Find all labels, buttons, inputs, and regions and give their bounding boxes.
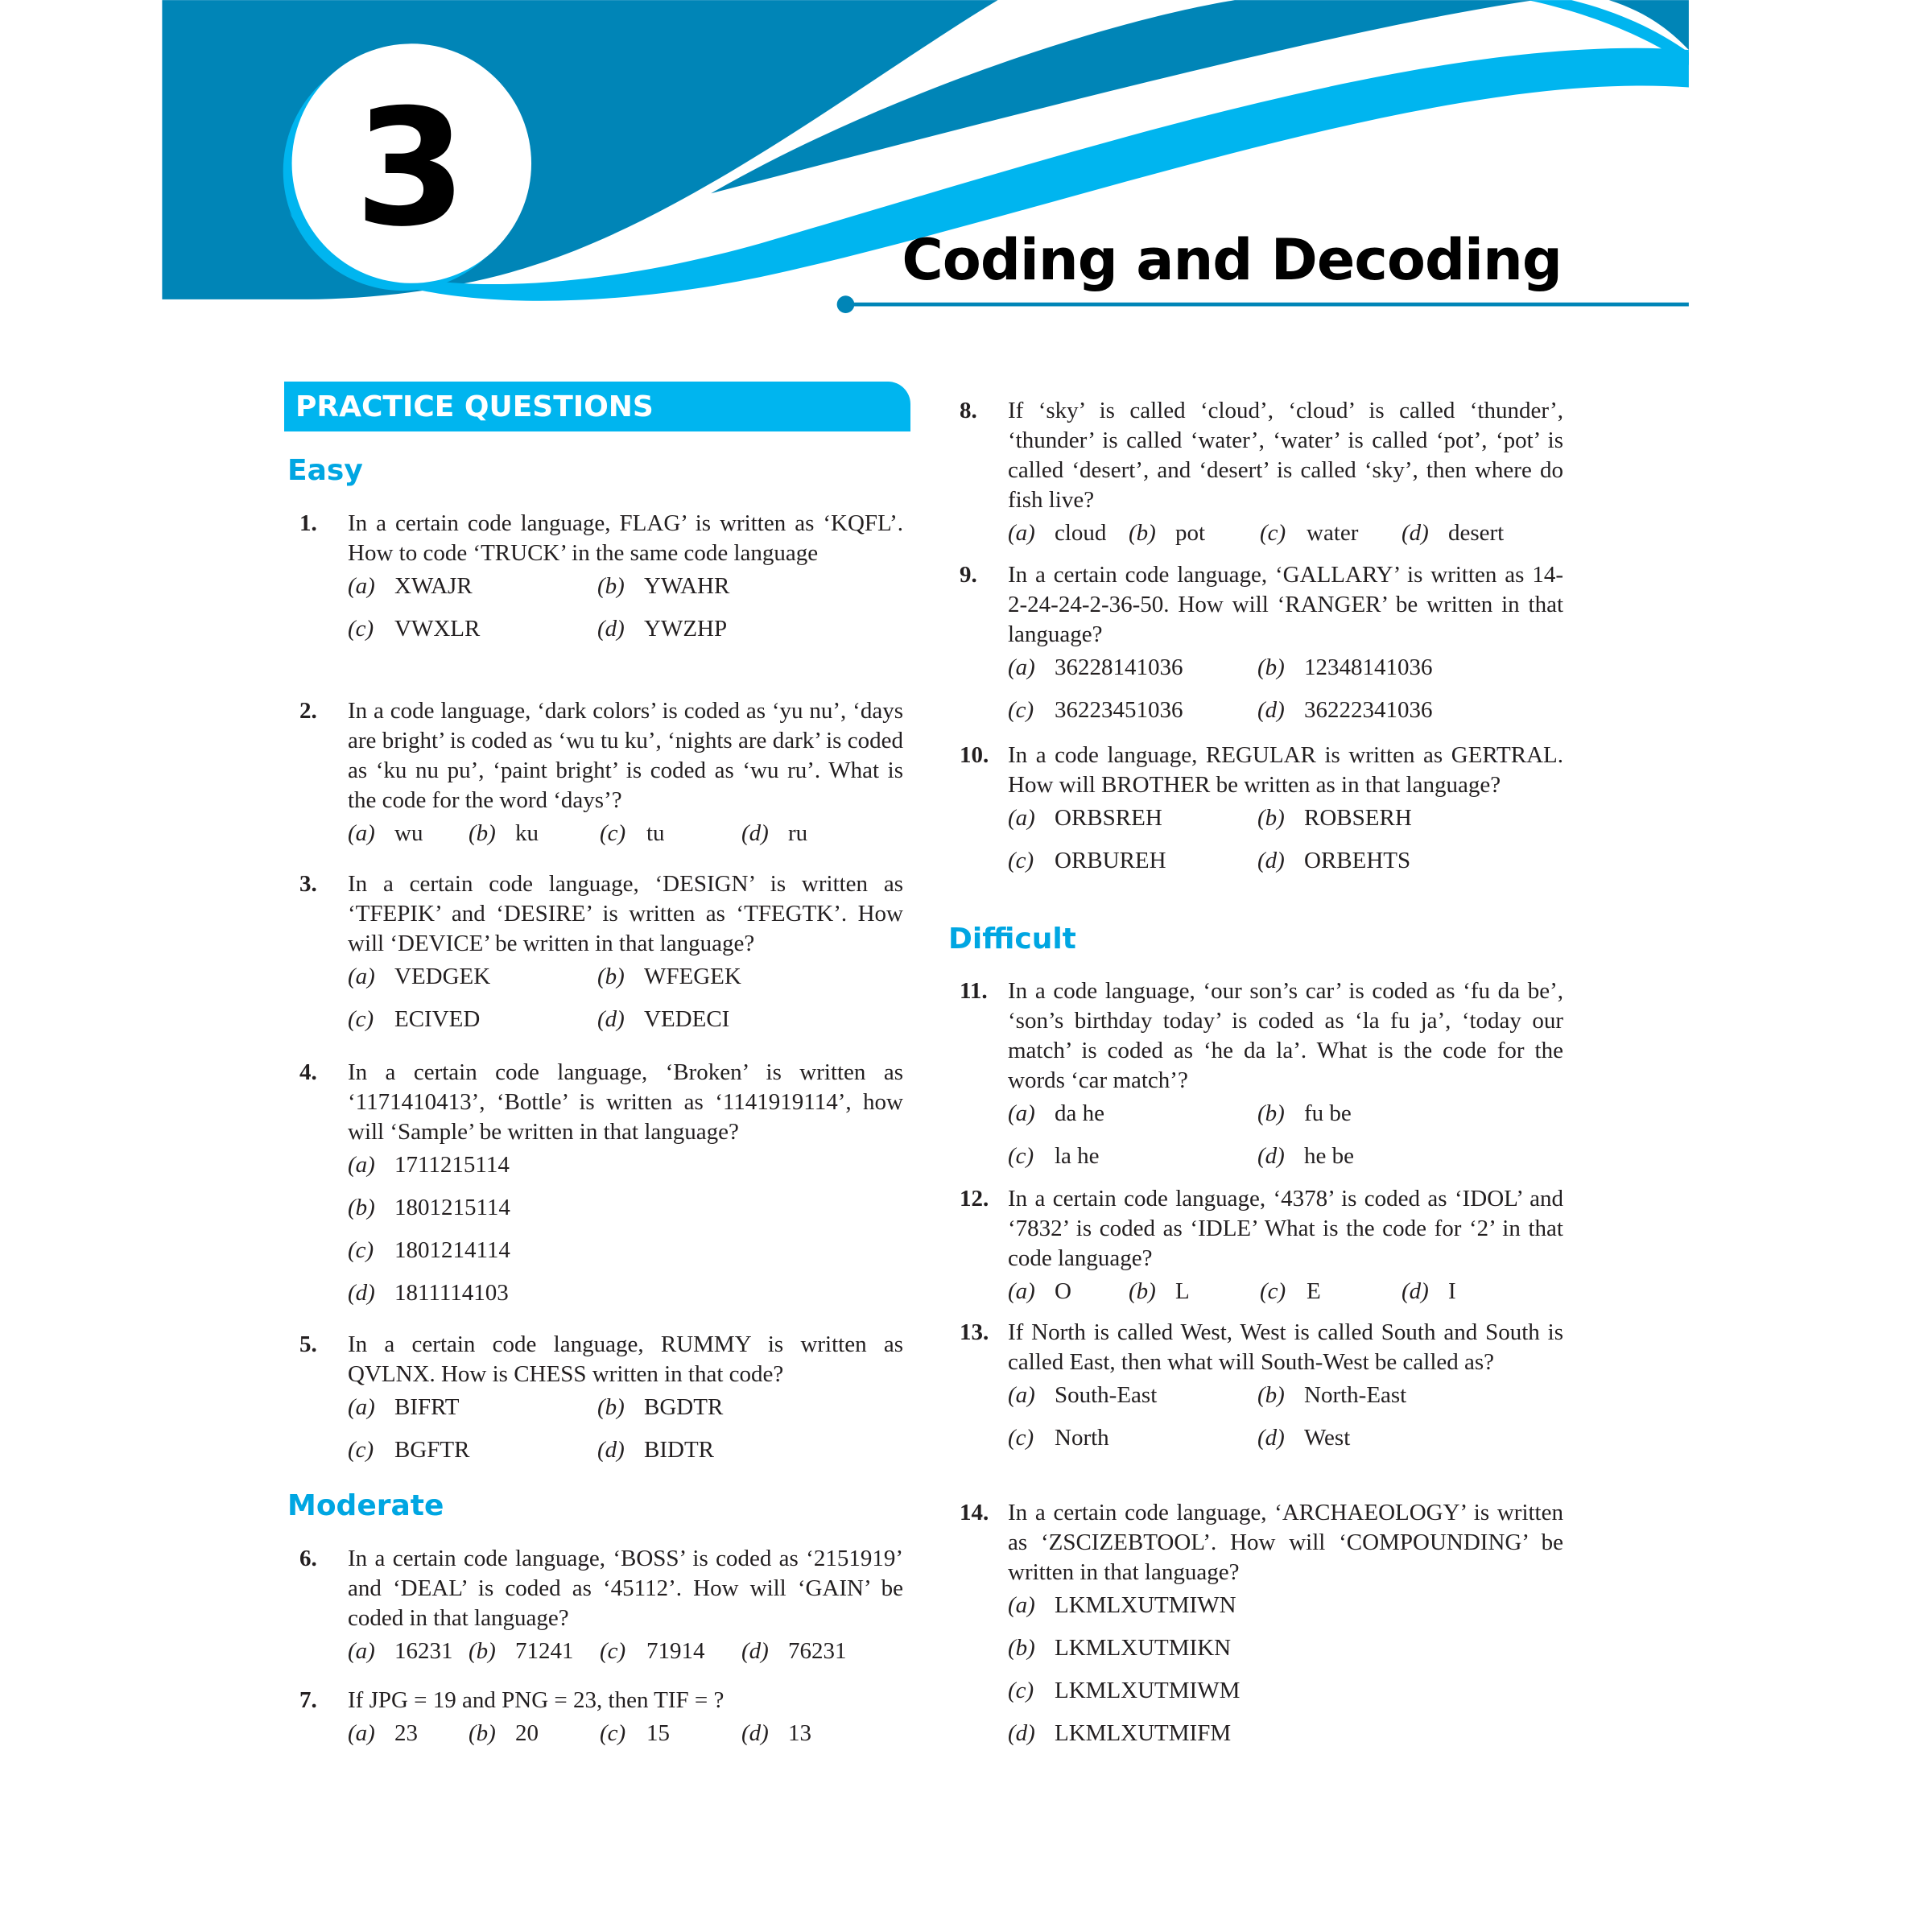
- option-label: (c): [600, 1638, 626, 1664]
- option-label: (d): [741, 1720, 769, 1746]
- option-value: fu be: [1304, 1100, 1352, 1126]
- option-value: ROBSERH: [1304, 805, 1412, 831]
- option-a[interactable]: [1008, 1381, 1257, 1410]
- option-a[interactable]: [1008, 653, 1257, 683]
- options: [348, 1150, 903, 1308]
- option-value: West: [1304, 1425, 1351, 1451]
- option-b[interactable]: [1129, 518, 1260, 548]
- option-label: (b): [597, 573, 625, 599]
- option-c[interactable]: [348, 614, 597, 644]
- option-label: (b): [1257, 654, 1285, 680]
- option-label: (b): [1257, 805, 1285, 831]
- option-value: tu: [646, 820, 665, 846]
- question-3: [299, 869, 927, 1034]
- option-value: XWAJR: [394, 573, 473, 599]
- option-value: L: [1175, 1278, 1190, 1304]
- option-d[interactable]: [1257, 846, 1507, 876]
- option-value: VWXLR: [394, 616, 481, 642]
- option-c[interactable]: [1260, 1277, 1402, 1307]
- question-number: 5.: [299, 1331, 317, 1357]
- option-label: (d): [1257, 848, 1285, 873]
- option-value: BIDTR: [644, 1437, 714, 1463]
- option-c[interactable]: [600, 1719, 741, 1748]
- option-value: YWZHP: [644, 616, 728, 642]
- question-number: 8.: [960, 398, 977, 423]
- options: [1008, 653, 1563, 725]
- option-value: BGFTR: [394, 1437, 470, 1463]
- option-label: (a): [1008, 1100, 1035, 1126]
- option-label: (c): [1260, 520, 1286, 546]
- option-value: E: [1307, 1278, 1321, 1304]
- question-number: 11.: [960, 978, 988, 1004]
- question-text: In a certain code language, ‘GALLARY’ is written as 14-2-24-24-2-36-50. How will ‘RANGER’ be written in that language?: [1008, 562, 1563, 647]
- option-value: ECIVED: [394, 1006, 481, 1032]
- question-text: In a code language, REGULAR is written as GERTRAL. How will BROTHER be written as in that language?: [1008, 742, 1563, 798]
- option-d[interactable]: [1257, 696, 1507, 725]
- option-d[interactable]: [741, 1637, 886, 1666]
- option-value: 23: [394, 1720, 418, 1746]
- options: [348, 1393, 903, 1465]
- option-a[interactable]: [348, 1393, 597, 1422]
- option-label: (d): [1402, 1278, 1429, 1304]
- option-label: (a): [348, 820, 375, 846]
- question-number: 13.: [960, 1319, 989, 1345]
- option-label: (d): [597, 616, 625, 642]
- option-label: (a): [348, 964, 375, 989]
- option-value: LKMLXUTMIFM: [1055, 1720, 1232, 1746]
- question-1: [299, 509, 927, 644]
- question-number: 9.: [960, 562, 977, 588]
- option-d[interactable]: [1008, 1719, 1563, 1748]
- question-number: 4.: [299, 1059, 317, 1085]
- question-12: [960, 1184, 1587, 1307]
- option-value: North-East: [1304, 1382, 1407, 1408]
- option-b[interactable]: [348, 1193, 903, 1223]
- option-label: (c): [1008, 1678, 1034, 1703]
- options: [1008, 803, 1563, 876]
- option-value: O: [1055, 1278, 1071, 1304]
- option-a[interactable]: [1008, 1591, 1563, 1620]
- option-value: 12348141036: [1304, 654, 1433, 680]
- question-text: If JPG = 19 and PNG = 23, then TIF = ?: [348, 1687, 724, 1713]
- option-c[interactable]: [1008, 846, 1257, 876]
- option-value: da he: [1055, 1100, 1104, 1126]
- option-label: (c): [1260, 1278, 1286, 1304]
- question-text: In a certain code language, ‘BOSS’ is coded as ‘2151919’ and ‘DEAL’ is coded as ‘45112’. How will ‘GAIN’ be coded in that language?: [348, 1546, 903, 1631]
- question-number: 7.: [299, 1687, 317, 1713]
- option-d[interactable]: [348, 1278, 903, 1308]
- question-number: 1.: [299, 510, 317, 536]
- option-a[interactable]: [1008, 1277, 1129, 1307]
- question-10: [960, 741, 1587, 876]
- option-value: 36228141036: [1055, 654, 1183, 680]
- option-label: (b): [1257, 1100, 1285, 1126]
- chapter-number: 3: [354, 75, 467, 262]
- question-number: 12.: [960, 1186, 989, 1212]
- option-value: ru: [788, 820, 808, 846]
- question-text: In a certain code language, FLAG’ is written as ‘KQFL’. How to code ‘TRUCK’ in the same code language: [348, 510, 903, 566]
- question-text: If North is called West, West is called South and South is called East, then what will South-West be called as?: [1008, 1319, 1563, 1375]
- options: [348, 819, 903, 848]
- option-value: la he: [1055, 1143, 1100, 1169]
- option-label: (a): [1008, 1592, 1035, 1618]
- option-c[interactable]: [348, 1005, 597, 1034]
- option-label: (a): [348, 573, 375, 599]
- option-label: (c): [348, 616, 374, 642]
- question-number: 6.: [299, 1546, 317, 1571]
- option-c[interactable]: [1008, 1423, 1257, 1453]
- option-value: ORBSREH: [1055, 805, 1162, 831]
- option-value: South-East: [1055, 1382, 1158, 1408]
- options: [1008, 1277, 1563, 1307]
- option-c[interactable]: [348, 1236, 903, 1265]
- option-value: 16231: [394, 1638, 453, 1664]
- option-value: 71914: [646, 1638, 705, 1664]
- option-value: WFEGEK: [644, 964, 741, 989]
- question-5: [299, 1330, 927, 1465]
- option-label: (a): [1008, 520, 1035, 546]
- options: [1008, 1381, 1563, 1453]
- option-label: (b): [469, 820, 496, 846]
- option-label: (b): [597, 1394, 625, 1420]
- option-a[interactable]: [348, 962, 597, 992]
- options: [348, 1637, 903, 1666]
- option-value: 36222341036: [1304, 697, 1433, 723]
- option-label: (c): [1008, 848, 1034, 873]
- options: [348, 962, 903, 1034]
- question-text: In a certain code language, ‘DESIGN’ is written as ‘TFEPIK’ and ‘DESIRE’ is written as ‘TFEGTK’. How will ‘DEVICE’ be written in that language?: [348, 871, 903, 956]
- option-label: (c): [1008, 697, 1034, 723]
- option-c[interactable]: [1008, 1141, 1257, 1171]
- option-value: desert: [1448, 520, 1505, 546]
- option-label: (c): [600, 820, 626, 846]
- option-label: (c): [600, 1720, 626, 1746]
- option-value: pot: [1175, 520, 1206, 546]
- option-b[interactable]: [597, 1393, 847, 1422]
- question-2: [299, 696, 927, 848]
- option-value: 13: [788, 1720, 811, 1746]
- option-label: (d): [741, 1638, 769, 1664]
- option-b[interactable]: [1257, 1099, 1507, 1129]
- option-label: (a): [1008, 1278, 1035, 1304]
- question-number: 2.: [299, 698, 317, 724]
- option-label: (c): [348, 1237, 374, 1263]
- option-d[interactable]: [597, 614, 847, 644]
- option-c[interactable]: [348, 1435, 597, 1465]
- option-value: cloud: [1055, 520, 1107, 546]
- option-value: YWAHR: [644, 573, 730, 599]
- section-easy: Easy: [287, 454, 363, 487]
- option-value: ku: [515, 820, 539, 846]
- option-d[interactable]: [1257, 1141, 1507, 1171]
- option-label: (c): [1008, 1143, 1034, 1169]
- option-value: 1811114103: [394, 1280, 509, 1306]
- option-label: (b): [1129, 520, 1156, 546]
- question-text: In a certain code language, ‘4378’ is coded as ‘IDOL’ and ‘7832’ is coded as ‘IDLE’ What is the code for ‘2’ in that code language?: [1008, 1186, 1563, 1271]
- options: [1008, 1099, 1563, 1171]
- option-b[interactable]: [469, 1719, 600, 1748]
- option-a[interactable]: [348, 1719, 469, 1748]
- option-b[interactable]: [597, 572, 847, 601]
- option-label: (a): [348, 1152, 375, 1178]
- question-7: [299, 1686, 927, 1748]
- option-label: (a): [348, 1720, 375, 1746]
- option-label: (d): [1257, 1425, 1285, 1451]
- option-value: 76231: [788, 1638, 847, 1664]
- option-value: 36223451036: [1055, 697, 1183, 723]
- question-8: [960, 396, 1587, 548]
- question-4: [299, 1058, 927, 1308]
- question-text: In a code language, ‘dark colors’ is coded as ‘yu nu’, ‘days are bright’ is coded as ‘wu tu ku’, ‘nights are dark’ is coded as ‘ku nu pu’, ‘paint bright’ is coded as ‘wu ru’. What is the code for the word ‘days’?: [348, 698, 903, 813]
- section-difficult: Difficult: [948, 923, 1076, 956]
- option-label: (a): [348, 1638, 375, 1664]
- section-moderate: Moderate: [287, 1489, 444, 1522]
- option-label: (a): [1008, 1382, 1035, 1408]
- options: [1008, 518, 1563, 548]
- option-value: North: [1055, 1425, 1109, 1451]
- option-value: LKMLXUTMIKN: [1055, 1635, 1232, 1661]
- option-label: (c): [1008, 1425, 1034, 1451]
- question-13: [960, 1318, 1587, 1453]
- option-a[interactable]: [1008, 1099, 1257, 1129]
- option-b[interactable]: [1257, 653, 1507, 683]
- option-label: (b): [1008, 1635, 1035, 1661]
- option-value: 15: [646, 1720, 670, 1746]
- option-value: water: [1307, 520, 1359, 546]
- option-value: ORBEHTS: [1304, 848, 1411, 873]
- option-d[interactable]: [741, 819, 886, 848]
- question-text: In a certain code language, ‘ARCHAEOLOGY’ is written as ‘ZSCIZEBTOOL’. How will ‘COMPOUNDING’ be written in that language?: [1008, 1500, 1563, 1585]
- option-d[interactable]: [1257, 1423, 1507, 1453]
- option-b[interactable]: [597, 962, 847, 992]
- option-value: 1801215114: [394, 1195, 510, 1220]
- option-d[interactable]: [597, 1435, 847, 1465]
- question-number: 14.: [960, 1500, 989, 1525]
- question-9: [960, 560, 1587, 725]
- option-value: BIFRT: [394, 1394, 460, 1420]
- option-label: (c): [348, 1437, 374, 1463]
- option-b[interactable]: [469, 1637, 600, 1666]
- option-label: (d): [1402, 520, 1429, 546]
- option-a[interactable]: [1008, 803, 1257, 833]
- option-label: (d): [597, 1437, 625, 1463]
- option-label: (b): [348, 1195, 375, 1220]
- option-a[interactable]: [1008, 518, 1129, 548]
- option-value: 1711215114: [394, 1152, 510, 1178]
- question-number: 10.: [960, 742, 989, 768]
- option-label: (b): [1257, 1382, 1285, 1408]
- option-d[interactable]: [597, 1005, 847, 1034]
- title-underline-dot: [837, 295, 855, 313]
- chapter-title: Coding and Decoding: [902, 227, 1562, 293]
- option-value: LKMLXUTMIWM: [1055, 1678, 1241, 1703]
- option-label: (d): [1008, 1720, 1035, 1746]
- option-d[interactable]: [1402, 518, 1546, 548]
- option-a[interactable]: [348, 819, 469, 848]
- option-a[interactable]: [348, 1637, 469, 1666]
- option-value: ORBUREH: [1055, 848, 1166, 873]
- option-label: (d): [741, 820, 769, 846]
- question-text: In a certain code language, ‘Broken’ is written as ‘1171410413’, ‘Bottle’ is written as ‘1141919114’, how will ‘Sample’ be written in that language?: [348, 1059, 903, 1145]
- options: [348, 1719, 903, 1748]
- option-label: (b): [469, 1720, 496, 1746]
- option-value: 1801214114: [394, 1237, 510, 1263]
- question-text: If ‘sky’ is called ‘cloud’, ‘cloud’ is called ‘thunder’, ‘thunder’ is called ‘water’, ‘water’ is called ‘pot’, ‘pot’ is called ‘desert’, and ‘desert’ is called ‘sky’, then where do fish live?: [1008, 398, 1563, 513]
- option-label: (d): [597, 1006, 625, 1032]
- option-label: (b): [469, 1638, 496, 1664]
- option-b[interactable]: [469, 819, 600, 848]
- option-value: 20: [515, 1720, 539, 1746]
- option-c[interactable]: [600, 819, 741, 848]
- option-value: I: [1448, 1278, 1456, 1304]
- option-label: (d): [1257, 697, 1285, 723]
- option-label: (c): [348, 1006, 374, 1032]
- question-14: [960, 1498, 1587, 1748]
- option-value: wu: [394, 820, 423, 846]
- option-value: 71241: [515, 1638, 574, 1664]
- practice-questions-banner: PRACTICE QUESTIONS: [284, 382, 910, 431]
- option-a[interactable]: [348, 572, 597, 601]
- options: [348, 572, 903, 644]
- option-label: (b): [1129, 1278, 1156, 1304]
- option-label: (d): [348, 1280, 375, 1306]
- option-value: he be: [1304, 1143, 1354, 1169]
- option-b[interactable]: [1129, 1277, 1260, 1307]
- option-value: BGDTR: [644, 1394, 724, 1420]
- option-c[interactable]: [600, 1637, 741, 1666]
- options: [1008, 1591, 1563, 1748]
- option-c[interactable]: [1008, 1676, 1563, 1706]
- option-c[interactable]: [1260, 518, 1402, 548]
- option-b[interactable]: [1257, 1381, 1507, 1410]
- option-b[interactable]: [1257, 803, 1507, 833]
- option-label: (b): [597, 964, 625, 989]
- option-c[interactable]: [1008, 696, 1257, 725]
- option-label: (a): [1008, 805, 1035, 831]
- option-value: VEDGEK: [394, 964, 491, 989]
- question-6: [299, 1544, 927, 1666]
- question-11: [960, 976, 1587, 1171]
- option-b[interactable]: [1008, 1633, 1563, 1663]
- option-d[interactable]: [1402, 1277, 1546, 1307]
- option-a[interactable]: [348, 1150, 903, 1180]
- option-d[interactable]: [741, 1719, 886, 1748]
- option-label: (a): [348, 1394, 375, 1420]
- option-label: (d): [1257, 1143, 1285, 1169]
- question-text: In a certain code language, RUMMY is written as QVLNX. How is CHESS written in that code?: [348, 1331, 903, 1387]
- option-value: VEDECI: [644, 1006, 730, 1032]
- option-value: LKMLXUTMIWN: [1055, 1592, 1236, 1618]
- question-number: 3.: [299, 871, 317, 897]
- option-label: (a): [1008, 654, 1035, 680]
- question-text: In a code language, ‘our son’s car’ is coded as ‘fu da be’, ‘son’s birthday today’ is coded as ‘la fu ja’, ‘today our match’ is coded as ‘he da la’. What is the code for the words ‘car match’?: [1008, 978, 1563, 1093]
